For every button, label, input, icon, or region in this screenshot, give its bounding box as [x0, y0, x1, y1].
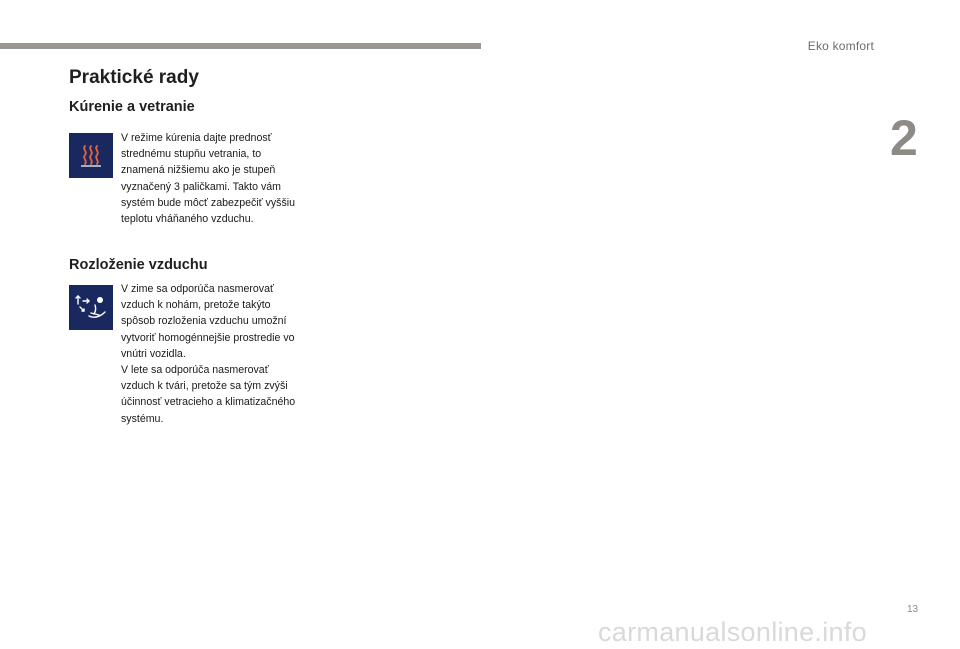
seat-heating-icon [69, 133, 113, 178]
heading-air-distribution: Rozloženie vzduchu [69, 257, 208, 273]
watermark: carmanualsonline.info [598, 617, 867, 647]
air-distribution-icon [69, 285, 113, 330]
heading-heating-ventilation: Kúrenie a vetranie [69, 99, 195, 115]
header-divider-bar [0, 43, 481, 49]
chapter-number: 2 [890, 110, 918, 166]
section-label: Eko komfort [807, 39, 874, 53]
page-title: Praktické rady [69, 67, 199, 88]
air-distribution-paragraph: V zime sa odporúča nasmerovať vzduch k nohám, pretože takýto spôsob rozloženia vzduchu umožní vytvoriť homogénnejšie prostredie vo vnútri vozidla. V lete sa odporúča nasmerovať vzduch k tvári, pretože sa tým zvýši účinnosť vetracieho a klimatizačného systému. [121, 283, 296, 425]
page-number: 13 [907, 604, 919, 615]
heating-paragraph: V režime kúrenia dajte prednosť strednému stupňu vetrania, to znamená nižšiemu ako je stupeň vyznačený 3 paličkami. Takto vám systém bude môcť zabezpečiť vyššiu teplotu vháňaného vzduchu. [121, 132, 295, 226]
